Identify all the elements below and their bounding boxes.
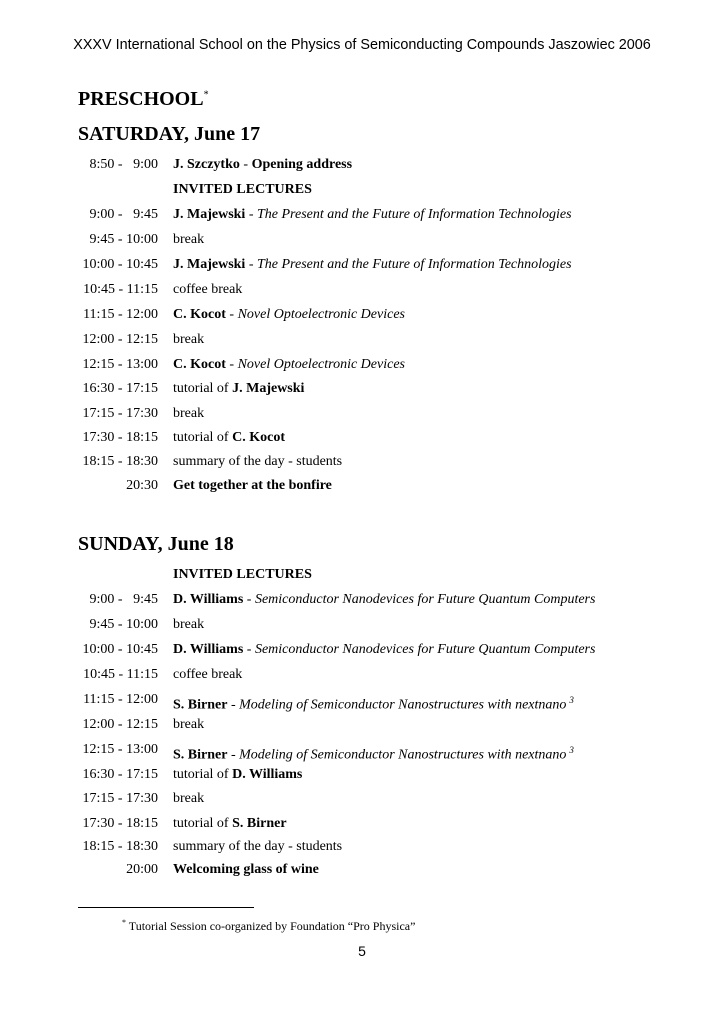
separator: -	[227, 747, 240, 763]
separator: -	[243, 642, 255, 657]
time-slot: 16:30 - 17:15	[82, 767, 158, 782]
lecture-title: Semiconductor Nanodevices for Future Quantum Computers	[254, 642, 596, 657]
speaker-name: C. Kocot	[173, 357, 226, 372]
session-description	[173, 477, 332, 495]
session-text: summary of the day - students	[173, 454, 343, 469]
speaker-name: Get together at the bonfire	[173, 478, 332, 493]
separator: -	[225, 357, 238, 372]
time-slot: 9:00 - 9:45	[89, 207, 158, 222]
speaker-name: Welcoming glass of wine	[173, 862, 319, 877]
session-description	[173, 741, 574, 765]
session-text: break	[173, 617, 205, 632]
time-slot: 17:30 - 18:15	[82, 430, 158, 445]
time-slot: 9:45 - 10:00	[89, 617, 158, 632]
time-slot: 10:00 - 10:45	[82, 642, 158, 657]
session-description	[173, 838, 342, 856]
session-description	[173, 331, 204, 349]
time-slot: 20:00	[126, 862, 158, 877]
footnote-divider	[78, 907, 254, 908]
lecture-title: The Present and the Future of Information Technologies	[257, 207, 572, 222]
speaker-name: J. Majewski	[173, 257, 246, 272]
time-slot: 17:30 - 18:15	[82, 816, 158, 831]
session-description	[173, 591, 595, 609]
preschool-heading	[78, 88, 209, 111]
time-slot: 11:15 - 12:00	[83, 692, 158, 707]
session-text: coffee break	[173, 667, 243, 682]
preschool-title: PRESCHOOL	[78, 88, 204, 110]
session-text: tutorial of	[173, 381, 233, 396]
session-description	[173, 641, 595, 659]
session-description	[173, 815, 287, 833]
footnote-text: Tutorial Session co-organized by Foundation “Pro Physica”	[128, 919, 416, 933]
session-description	[173, 716, 204, 734]
footnote-marker: *	[203, 89, 209, 101]
time-slot: 9:45 - 10:00	[89, 232, 158, 247]
speaker-name: J. Szczytko	[173, 157, 240, 172]
speaker-name: S. Birner	[173, 697, 228, 713]
session-description	[173, 405, 204, 423]
session-bold-text: J. Majewski	[232, 381, 305, 396]
session-description	[173, 356, 405, 374]
session-text: break	[173, 406, 205, 421]
time-slot: 18:15 - 18:30	[82, 454, 158, 469]
sunday-heading: SUNDAY, June 18	[78, 533, 234, 555]
separator: -	[227, 697, 240, 713]
separator: -	[243, 592, 255, 607]
session-description	[173, 766, 302, 784]
time-slot: 12:00 - 12:15	[82, 332, 158, 347]
time-slot: 17:15 - 17:30	[82, 791, 158, 806]
session-text: coffee break	[173, 282, 243, 297]
session-text: tutorial of	[173, 767, 233, 782]
speaker-name: INVITED LECTURES	[173, 182, 312, 197]
session-description	[173, 790, 204, 808]
session-description	[173, 156, 352, 174]
footnote	[122, 918, 415, 934]
session-description	[173, 453, 342, 471]
superscript: 3	[569, 745, 574, 755]
page-number: 5	[358, 943, 366, 959]
session-description	[173, 181, 312, 199]
saturday-heading: SATURDAY, June 17	[78, 123, 261, 145]
session-description	[173, 380, 304, 398]
footnote-marker: *	[122, 918, 126, 927]
separator: -	[239, 157, 252, 172]
superscript: 3	[569, 695, 574, 705]
session-description	[173, 666, 242, 684]
running-header: XXXV International School on the Physics of Semiconducting Compounds Jaszowiec 2006	[73, 37, 651, 53]
session-bold-text: Opening address	[251, 157, 353, 172]
session-bold-text: D. Williams	[232, 767, 303, 782]
time-slot: 8:50 - 9:00	[89, 157, 158, 172]
session-text: tutorial of	[173, 816, 233, 831]
session-description	[173, 206, 572, 224]
session-description	[173, 231, 204, 249]
session-description	[173, 616, 204, 634]
lecture-title: Modeling of Semiconductor Nanostructures with nextnano	[239, 747, 567, 763]
session-text: break	[173, 332, 205, 347]
time-slot: 16:30 - 17:15	[82, 381, 158, 396]
session-description	[173, 861, 319, 879]
speaker-name: D. Williams	[173, 592, 244, 607]
time-slot: 11:15 - 12:00	[83, 307, 158, 322]
time-slot: 12:15 - 13:00	[82, 742, 158, 757]
time-slot: 10:45 - 11:15	[83, 667, 158, 682]
lecture-title: Novel Optoelectronic Devices	[237, 307, 405, 322]
session-description	[173, 566, 312, 584]
session-description	[173, 429, 285, 447]
separator: -	[245, 257, 257, 272]
session-description	[173, 691, 574, 715]
time-slot: 12:15 - 13:00	[82, 357, 158, 372]
session-description	[173, 306, 405, 324]
lecture-title: Semiconductor Nanodevices for Future Quantum Computers	[254, 592, 596, 607]
lecture-title: The Present and the Future of Information Technologies	[257, 257, 572, 272]
speaker-name: C. Kocot	[173, 307, 226, 322]
session-text: tutorial of	[173, 430, 233, 445]
session-description	[173, 281, 242, 299]
speaker-name: INVITED LECTURES	[173, 567, 312, 582]
session-text: break	[173, 791, 205, 806]
time-slot: 10:45 - 11:15	[83, 282, 158, 297]
session-text: break	[173, 717, 205, 732]
session-description	[173, 256, 572, 274]
session-text: break	[173, 232, 205, 247]
time-slot: 10:00 - 10:45	[82, 257, 158, 272]
time-slot: 17:15 - 17:30	[82, 406, 158, 421]
time-slot: 20:30	[126, 478, 158, 493]
session-bold-text: S. Birner	[232, 816, 287, 831]
time-slot: 9:00 - 9:45	[89, 592, 158, 607]
lecture-title: Novel Optoelectronic Devices	[237, 357, 405, 372]
lecture-title: Modeling of Semiconductor Nanostructures with nextnano	[239, 697, 567, 713]
time-slot: 18:15 - 18:30	[82, 839, 158, 854]
speaker-name: D. Williams	[173, 642, 244, 657]
time-slot: 12:00 - 12:15	[82, 717, 158, 732]
speaker-name: S. Birner	[173, 747, 228, 763]
separator: -	[225, 307, 238, 322]
speaker-name: J. Majewski	[173, 207, 246, 222]
separator: -	[245, 207, 257, 222]
session-text: summary of the day - students	[173, 839, 343, 854]
session-bold-text: C. Kocot	[232, 430, 285, 445]
